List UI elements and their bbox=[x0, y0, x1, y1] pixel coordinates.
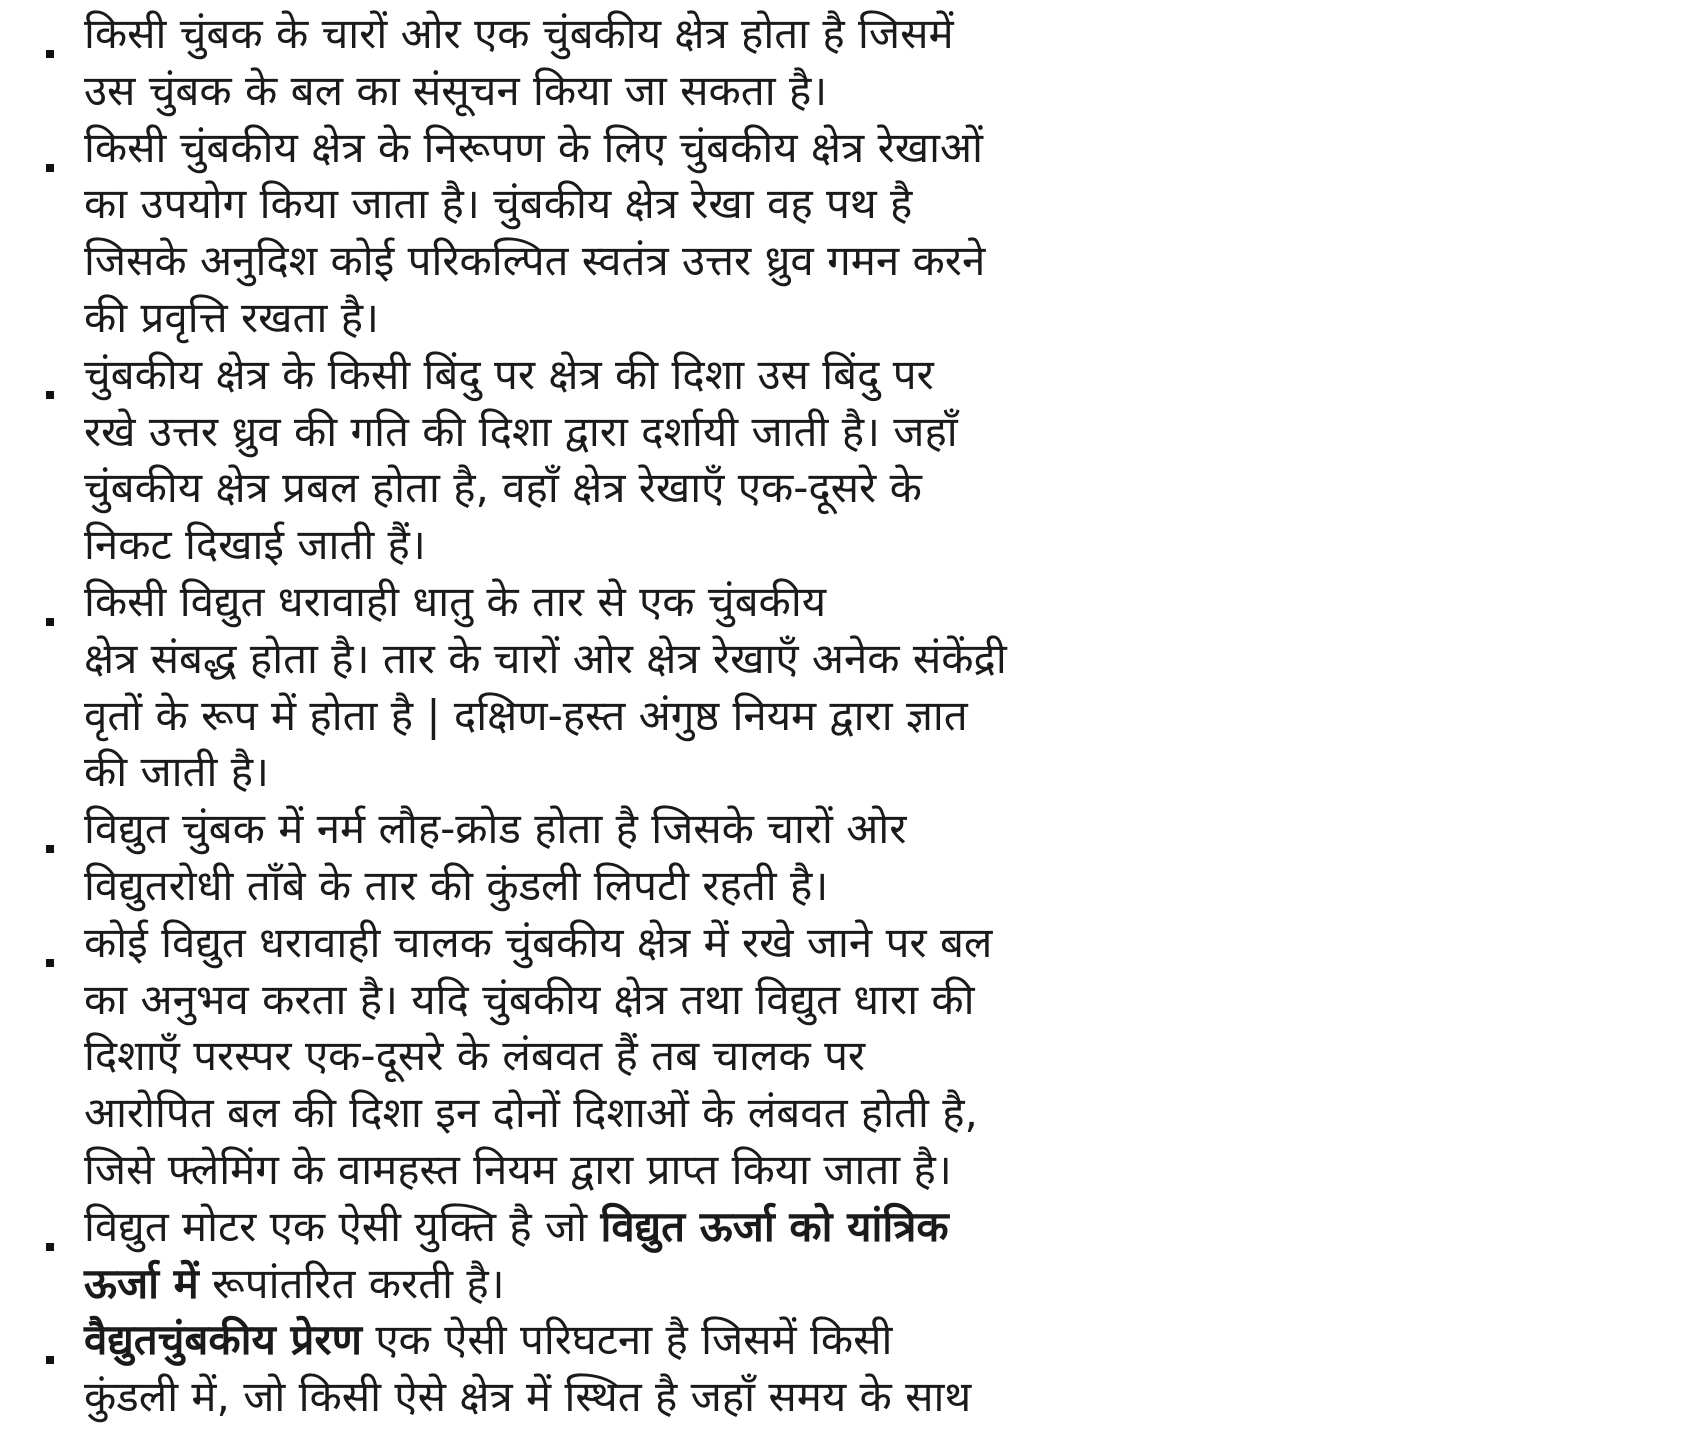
bullet-text-line bbox=[84, 1312, 1680, 1369]
bullet-item-current-carrying-wire bbox=[40, 574, 1680, 801]
bullet-text-line: की जाती है। bbox=[84, 747, 269, 797]
bullet-marker bbox=[46, 959, 54, 967]
bullet-text-line: निकट दिखाई जाती हैं। bbox=[84, 520, 426, 570]
bullet-item-electromagnetic-induction bbox=[40, 1312, 1680, 1426]
bullet-text-line: रखे उत्तर ध्रुव की गति की दिशा द्वारा दर्शायी जाती है। जहाँ bbox=[84, 406, 958, 456]
bullet-text-line: कुंडली में, जो किसी ऐसे क्षेत्र में स्थित है जहाँ समय के साथ bbox=[84, 1372, 972, 1422]
bullet-text-line: दिशाएँ परस्पर एक-दूसरे के लंबवत हैं तब चालक पर bbox=[84, 1031, 866, 1081]
bullet-text-line: आरोपित बल की दिशा इन दोनों दिशाओं के लंबवत होती है, bbox=[84, 1088, 978, 1138]
bullet-item-field-direction bbox=[40, 347, 1680, 574]
bullet-item-electric-motor bbox=[40, 1199, 1680, 1313]
bullet-text-line: किसी चुंबकीय क्षेत्र के निरूपण के लिए चुंबकीय क्षेत्र रेखाओं bbox=[84, 122, 983, 172]
bullet-marker bbox=[46, 50, 54, 58]
summary-bullet-list bbox=[40, 6, 1680, 1426]
bullet-text-line: जिसे फ्लेमिंग के वामहस्त नियम द्वारा प्राप्त किया जाता है। bbox=[84, 1144, 952, 1194]
bullet-text-line: चुंबकीय क्षेत्र प्रबल होता है, वहाँ क्षेत्र रेखाएँ एक-दूसरे के bbox=[84, 463, 922, 513]
bullet-marker bbox=[46, 618, 54, 626]
bullet-text-run: एक ऐसी परिघटना है जिसमें किसी bbox=[361, 1315, 893, 1365]
bullet-text-run: रूपांतरित करती है। bbox=[198, 1258, 505, 1308]
bullet-text-line: विद्युतरोधी ताँबे के तार की कुंडली लिपटी रहती है। bbox=[84, 860, 829, 910]
bullet-text-line: क्षेत्र संबद्ध होता है। तार के चारों ओर क्षेत्र रेखाएँ अनेक संकेंद्री bbox=[84, 633, 1007, 683]
bullet-marker bbox=[46, 391, 54, 399]
bullet-text-line: का अनुभव करता है। यदि चुंबकीय क्षेत्र तथा विद्युत धारा की bbox=[84, 974, 975, 1024]
bullet-text-line: उस चुंबक के बल का संसूचन किया जा सकता है। bbox=[84, 65, 828, 115]
bullet-text-line: जिसके अनुदिश कोई परिकल्पित स्वतंत्र उत्तर ध्रुव गमन करने bbox=[84, 236, 986, 286]
bullet-text-line bbox=[84, 1256, 1680, 1313]
bullet-text-line: कोई विद्युत धरावाही चालक चुंबकीय क्षेत्र में रखे जाने पर बल bbox=[84, 917, 993, 967]
bold-key-phrase: वैद्युतचुंबकीय प्रेरण bbox=[84, 1315, 362, 1365]
bullet-item-force-on-conductor bbox=[40, 915, 1680, 1199]
bullet-text-run: विद्युत मोटर एक ऐसी युक्ति है जो bbox=[84, 1201, 601, 1251]
bullet-text-line: वृतों के रूप में होता है | दक्षिण-हस्त अंगुष्ठ नियम द्वारा ज्ञात bbox=[84, 690, 968, 740]
bullet-marker bbox=[46, 845, 54, 853]
bullet-text-line: चुंबकीय क्षेत्र के किसी बिंदु पर क्षेत्र की दिशा उस बिंदु पर bbox=[84, 349, 934, 399]
bullet-text-line: का उपयोग किया जाता है। चुंबकीय क्षेत्र रेखा वह पथ है bbox=[84, 179, 913, 229]
bullet-text-line: की प्रवृत्ति रखता है। bbox=[84, 292, 379, 342]
bullet-marker bbox=[46, 1243, 54, 1251]
bullet-text-line: किसी विद्युत धरावाही धातु के तार से एक चुंबकीय bbox=[84, 576, 827, 626]
bullet-item-electromagnet bbox=[40, 801, 1680, 915]
bullet-marker bbox=[46, 164, 54, 172]
bullet-text-line: किसी चुंबक के चारों ओर एक चुंबकीय क्षेत्र होता है जिसमें bbox=[84, 9, 954, 58]
bold-key-phrase: विद्युत ऊर्जा को यांत्रिक bbox=[600, 1201, 949, 1251]
bullet-item-field-lines bbox=[40, 120, 1680, 347]
bullet-marker bbox=[46, 1356, 54, 1364]
bullet-text-line bbox=[84, 1199, 1680, 1256]
bullet-text-line: विद्युत चुंबक में नर्म लौह-क्रोड होता है जिसके चारों ओर bbox=[84, 804, 907, 854]
bullet-item-magnetic-field bbox=[40, 6, 1680, 120]
bold-key-phrase: ऊर्जा में bbox=[84, 1258, 199, 1308]
